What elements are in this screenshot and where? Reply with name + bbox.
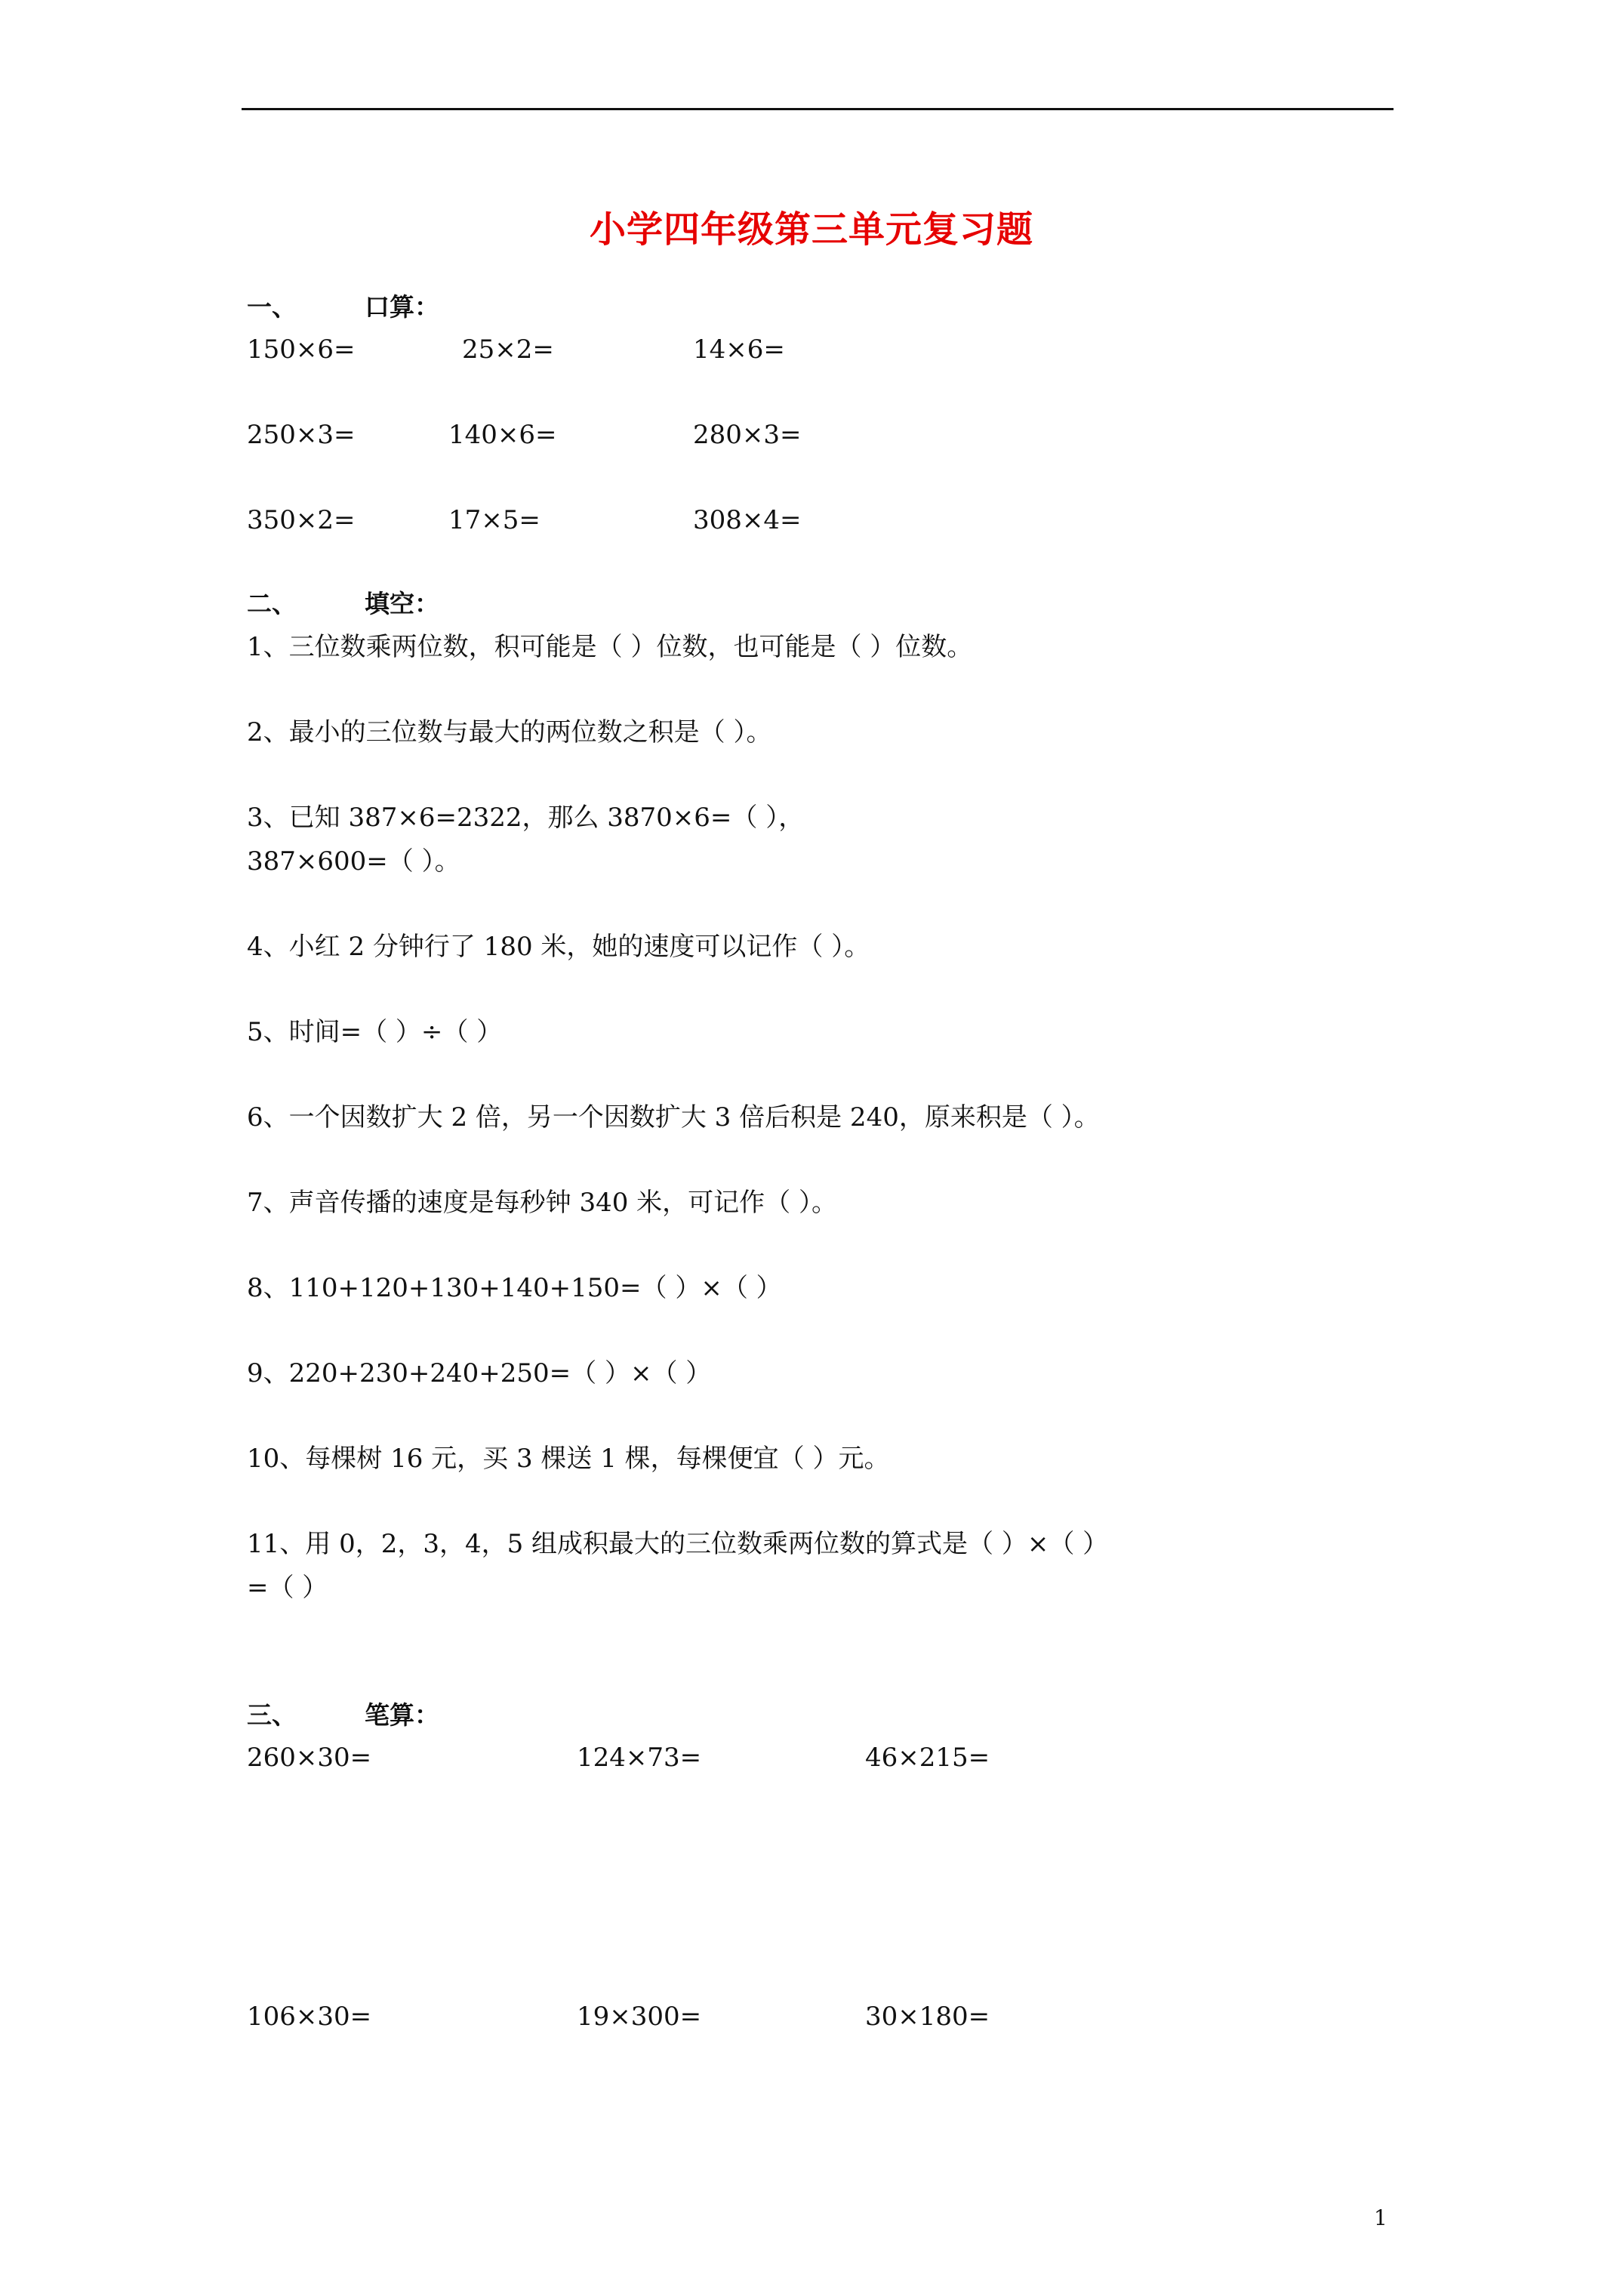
oral-problem: 250×3= xyxy=(247,420,356,450)
oral-problem: 150×6= xyxy=(247,334,356,365)
fill-item: 3、已知 387×6=2322，那么 3870×6=（ ）， xyxy=(247,803,805,833)
section-title: 填空： xyxy=(365,589,439,618)
section-number: 三、 xyxy=(247,1700,297,1730)
page-number: 1 xyxy=(1374,2205,1387,2230)
oral-problem: 140×6= xyxy=(448,420,557,450)
written-problem: 46×215= xyxy=(865,1743,990,1773)
fill-item: 6、一个因数扩大 2 倍，另一个因数扩大 3 倍后积是 240，原来积是（ ）。 xyxy=(247,1102,1100,1133)
oral-problem: 14×6= xyxy=(693,334,785,365)
fill-item: 10、每棵树 16 元，买 3 棵送 1 棵，每棵便宜（ ）元。 xyxy=(247,1444,890,1474)
section-heading-oral xyxy=(247,292,439,322)
section-number: 二、 xyxy=(247,589,297,618)
oral-problem: 17×5= xyxy=(448,505,540,535)
header-rule xyxy=(242,108,1394,110)
written-problem: 124×73= xyxy=(577,1743,702,1773)
written-problem: 19×300= xyxy=(577,2002,702,2032)
section-title: 笔算： xyxy=(365,1700,439,1730)
fill-item: 8、110+120+130+140+150=（ ）×（ ） xyxy=(247,1273,782,1303)
oral-problem: 308×4= xyxy=(693,505,802,535)
fill-item: 2、最小的三位数与最大的两位数之积是（ ）。 xyxy=(247,717,772,747)
section-heading-fill xyxy=(247,591,439,616)
written-problem: 260×30= xyxy=(247,1743,372,1773)
fill-item: 4、小红 2 分钟行了 180 米，她的速度可以记作（ ）。 xyxy=(247,932,870,962)
fill-item-continued: 387×600=（ ）。 xyxy=(247,846,460,877)
fill-item: 1、三位数乘两位数，积可能是（ ）位数，也可能是（ ）位数。 xyxy=(247,632,973,662)
fill-item-continued: =（ ） xyxy=(247,1573,328,1603)
oral-problem: 280×3= xyxy=(693,420,802,450)
document-title: 小学四年级第三单元复习题 xyxy=(589,208,1033,251)
fill-item: 11、用 0，2，3，4，5 组成积最大的三位数乘两位数的算式是（ ）×（ ） xyxy=(247,1529,1109,1559)
fill-item: 7、声音传播的速度是每秒钟 340 米，可记作（ ）。 xyxy=(247,1188,837,1218)
fill-item: 9、220+230+240+250=（ ）×（ ） xyxy=(247,1358,712,1388)
fill-item: 5、时间=（ ）÷（ ） xyxy=(247,1017,503,1047)
written-problem: 30×180= xyxy=(865,2002,990,2032)
section-number: 一、 xyxy=(247,292,297,322)
oral-problem: 350×2= xyxy=(247,505,356,535)
section-title: 口算： xyxy=(365,292,439,322)
oral-problem: 25×2= xyxy=(462,334,554,365)
written-problem: 106×30= xyxy=(247,2002,372,2032)
section-heading-written xyxy=(247,1700,439,1730)
